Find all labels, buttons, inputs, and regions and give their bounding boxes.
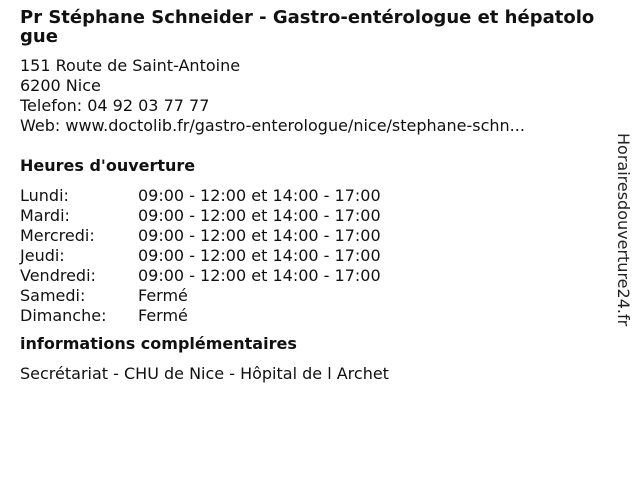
day-label: Mercredi: — [20, 226, 95, 245]
day-label: Dimanche: — [20, 306, 107, 325]
time-value: 09:00 - 12:00 et 14:00 - 17:00 — [138, 266, 381, 285]
watermark: Horairesdouverture24.fr — [614, 133, 633, 327]
hours-row-saturday — [20, 286, 600, 306]
day-label: Lundi: — [20, 186, 69, 205]
opening-hours-table — [20, 186, 600, 326]
additional-info-title: informations complémentaires — [20, 334, 297, 353]
hours-row-tuesday — [20, 206, 600, 226]
website-link[interactable]: Web: www.doctolib.fr/gastro-enterologue/nice/stephane-schn... — [20, 116, 525, 135]
day-label: Mardi: — [20, 206, 70, 225]
city: 6200 Nice — [20, 76, 101, 95]
time-value: 09:00 - 12:00 et 14:00 - 17:00 — [138, 226, 381, 245]
time-value: 09:00 - 12:00 et 14:00 - 17:00 — [138, 246, 381, 265]
time-value: Fermé — [138, 306, 188, 325]
business-card — [20, 8, 600, 384]
time-value: 09:00 - 12:00 et 14:00 - 17:00 — [138, 186, 381, 205]
page-title: Pr Stéphane Schneider - Gastro-entérologue et hépatologue — [20, 7, 595, 47]
time-value: Fermé — [138, 286, 188, 305]
hours-row-thursday — [20, 246, 600, 266]
day-label: Vendredi: — [20, 266, 96, 285]
additional-info-text: Secrétariat - CHU de Nice - Hôpital de l Archet — [20, 364, 389, 383]
hours-row-friday — [20, 266, 600, 286]
address-block — [20, 56, 600, 136]
time-value: 09:00 - 12:00 et 14:00 - 17:00 — [138, 206, 381, 225]
day-label: Samedi: — [20, 286, 86, 305]
phone-number[interactable]: Telefon: 04 92 03 77 77 — [20, 96, 210, 115]
hours-row-monday — [20, 186, 600, 206]
street-address: 151 Route de Saint-Antoine — [20, 56, 241, 75]
day-label: Jeudi: — [20, 246, 65, 265]
opening-hours-title: Heures d'ouverture — [20, 156, 196, 175]
hours-row-sunday — [20, 306, 600, 326]
hours-row-wednesday — [20, 226, 600, 246]
